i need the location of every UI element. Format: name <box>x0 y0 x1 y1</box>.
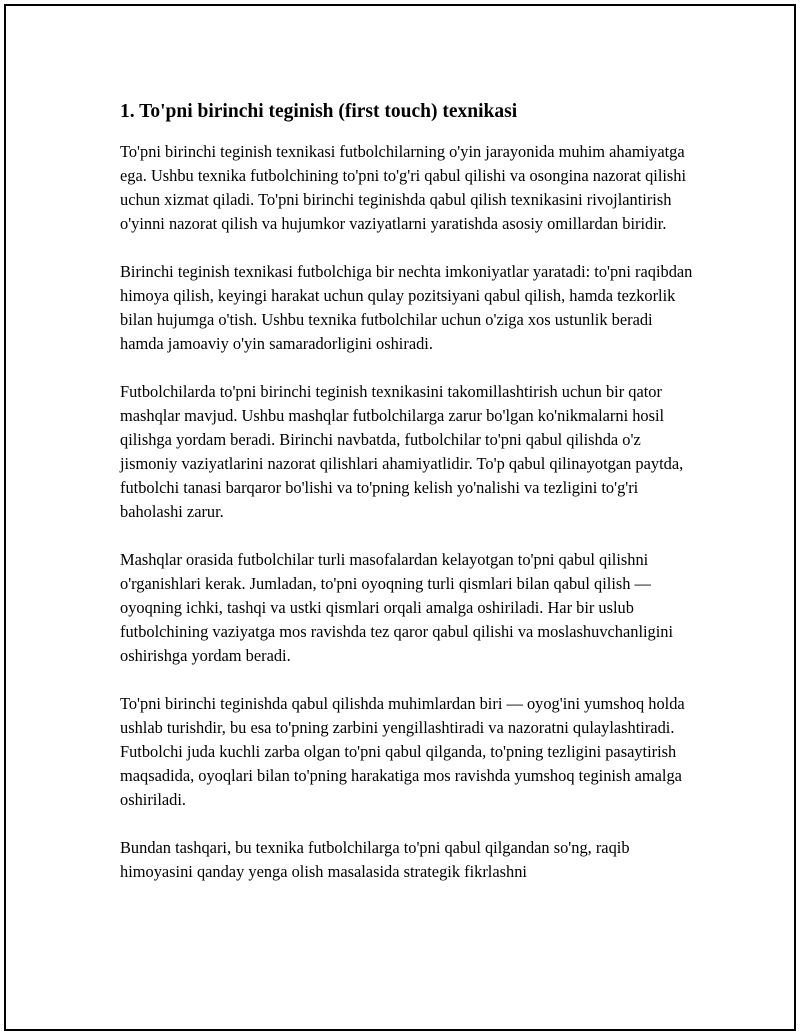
paragraph-2: Birinchi teginish texnikasi futbolchiga bir nechta imkoniyatlar yaratadi: to'pni raqibdan himoya qilish, keyingi harakat uchun qulay pozitsiyani qabul qilish, hamda tezkorlik bilan hujumga o'tish. Ushbu texnika futbolchilar uchun o'ziga xos ustunlik beradi hamda jamoaviy o'yin samaradorligini oshiradi. <box>120 262 693 353</box>
section-heading: 1. To'pni birinchi teginish (first touch) texnikasi <box>120 101 518 122</box>
page-frame <box>4 4 796 1031</box>
paragraph-6: Bundan tashqari, bu texnika futbolchilarga to'pni qabul qilgandan so'ng, raqib himoyasini qanday yenga olish masalasida strategik fikrlashni <box>120 838 630 881</box>
document-body <box>120 98 700 908</box>
paragraph-3: Futbolchilarda to'pni birinchi teginish texnikasini takomillashtirish uchun bir qator mashqlar mavjud. Ushbu mashqlar futbolchilarga zarur bo'lgan ko'nikmalarni hosil qilishga yordam beradi. Birinchi navbatda, futbolchilar to'pni qabul qilishda o'z jismoniy vaziyatlarini nazorat qilishlari ahamiyatlidir. To'p qabul qilinayotgan paytda, futbolchi tanasi barqaror bo'lishi va to'pning kelish yo'nalishi va tezligini to'g'ri baholashi zarur. <box>120 382 684 521</box>
paragraph-5: To'pni birinchi teginishda qabul qilishda muhimlardan biri — oyog'ini yumshoq holda ushlab turishdir, bu esa to'pning zarbini yengillashtiradi va nazoratni qulaylashtiradi. Futbolchi juda kuchli zarba olgan to'pni qabul qilganda, to'pning tezligini pasaytirish maqsadida, oyoqlari bilan to'pning harakatiga mos ravishda yumshoq teginish amalga oshiriladi. <box>120 694 685 809</box>
paragraph-4: Mashqlar orasida futbolchilar turli masofalardan kelayotgan to'pni qabul qilishni o'rganishlari kerak. Jumladan, to'pni oyoqning turli qismlari bilan qabul qilish — oyoqning ichki, tashqi va ustki qismlari orqali amalga oshiriladi. Har bir uslub futbolchining vaziyatga mos ravishda tez qaror qabul qilishi va moslashuvchanligini oshirishga yordam beradi. <box>120 550 674 665</box>
paragraph-1: To'pni birinchi teginish texnikasi futbolchilarning o'yin jarayonida muhim ahamiyatga ega. Ushbu texnika futbolchining to'pni to'g'ri qabul qilishi va osongina nazorat qilishi uchun xizmat qiladi. To'pni birinchi teginishda qabul qilish texnikasini rivojlantirish o'yinni nazorat qilish va hujumkor vaziyatlarni yaratishda asosiy omillardan biridir. <box>120 142 687 233</box>
